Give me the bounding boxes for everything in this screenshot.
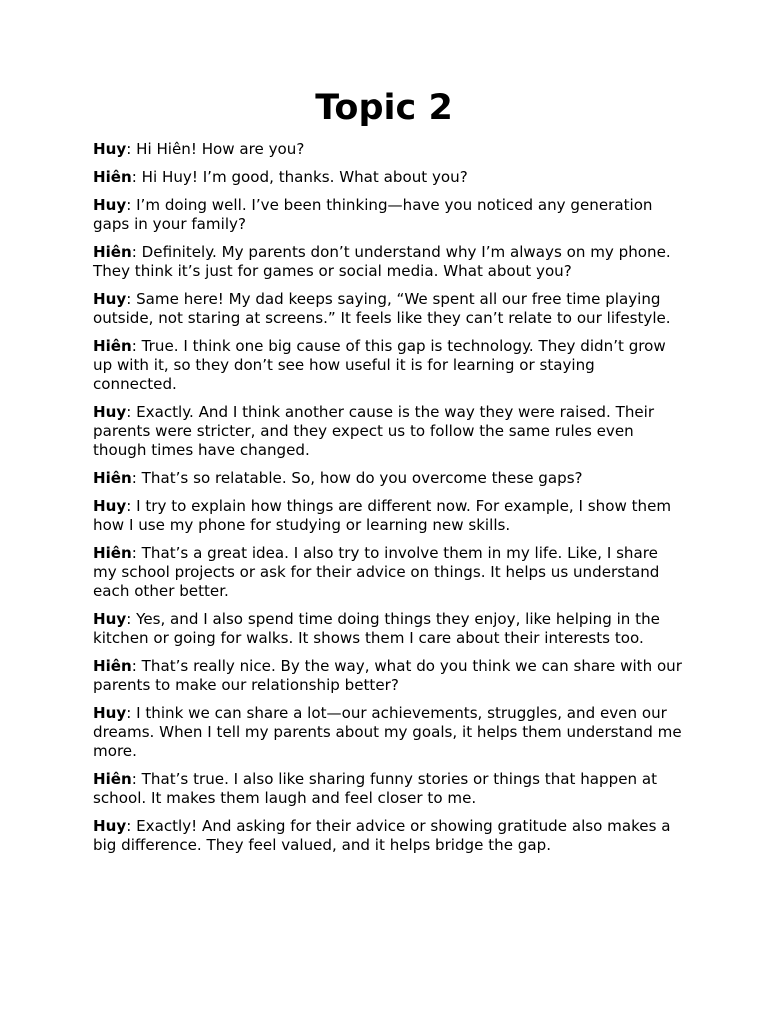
dialogue [93,140,683,856]
speaker-name: Huy [93,496,127,515]
dialogue-turn [93,770,683,808]
turn-text: : I’m doing well. I’ve been thinking—have you noticed any generation gaps in your family? [93,195,653,233]
dialogue-turn [93,290,683,328]
dialogue-turn [93,403,683,461]
speaker-name: Hiên [93,336,132,355]
turn-text: : I try to explain how things are different now. For example, I show them how I use my phone for studying or learning new skills. [93,496,672,534]
speaker-name: Hiên [93,469,132,487]
turn-text: : Exactly. And I think another cause is the way they were raised. Their parents were stricter, and they expect us to follow the same rules even though times have changed. [93,402,655,460]
turn-text: : Exactly! And asking for their advice or showing gratitude also makes a big difference. They feel valued, and it helps bridge the gap. [93,817,671,855]
speaker-name: Huy [93,817,127,836]
turn-text: : That’s so relatable. So, how do you overcome these gaps? [131,469,583,487]
dialogue-turn [93,704,683,762]
speaker-name: Huy [93,289,127,308]
turn-text: : That’s really nice. By the way, what do you think we can share with our parents to make our relationship better? [93,657,682,695]
turn-text: : Hi Hiên! How are you? [126,140,305,158]
speaker-name: Hiên [93,167,132,186]
speaker-name: Huy [93,140,127,158]
dialogue-turn [93,168,683,187]
speaker-name: Huy [93,610,127,628]
dialogue-turn [93,497,683,535]
turn-text: : That’s true. I also like sharing funny stories or things that happen at school. It makes them laugh and feel closer to me. [93,770,658,808]
dialogue-turn [93,469,683,488]
speaker-name: Huy [93,704,127,722]
dialogue-turn [93,337,683,395]
dialogue-turn [93,817,683,855]
speaker-name: Hiên [93,543,132,562]
page-title: Topic 2 [315,88,453,128]
dialogue-turn [93,657,683,695]
dialogue-turn [93,610,683,648]
turn-text: : True. I think one big cause of this gap is technology. They didn’t grow up with it, so they don’t see how useful it is for learning or staying connected. [93,336,666,393]
speaker-name: Hiên [93,242,132,261]
speaker-name: Hiên [93,657,132,675]
turn-text: : Definitely. My parents don’t understand why I’m always on my phone. They think it’s just for games or social media. What about you? [93,242,671,280]
speaker-name: Huy [93,195,127,214]
dialogue-turn [93,196,683,234]
dialogue-turn [93,544,683,602]
speaker-name: Huy [93,402,127,421]
turn-text: : Same here! My dad keeps saying, “We spent all our free time playing outside, not staring at screens.” It feels like they can’t relate to our lifestyle. [93,289,671,327]
turn-text: : Yes, and I also spend time doing things they enjoy, like helping in the kitchen or going for walks. It shows them I care about their interests too. [93,610,660,648]
turn-text: : I think we can share a lot—our achievements, struggles, and even our dreams. When I tell my parents about my goals, it helps them understand me more. [93,704,682,761]
turn-text: : Hi Huy! I’m good, thanks. What about you? [131,167,468,186]
turn-text: : That’s a great idea. I also try to involve them in my life. Like, I share my school projects or ask for their advice on things. It helps us understand each other better. [93,543,660,601]
dialogue-turn [93,243,683,281]
document-page [93,86,683,864]
dialogue-turn [93,140,683,159]
speaker-name: Hiên [93,770,132,789]
